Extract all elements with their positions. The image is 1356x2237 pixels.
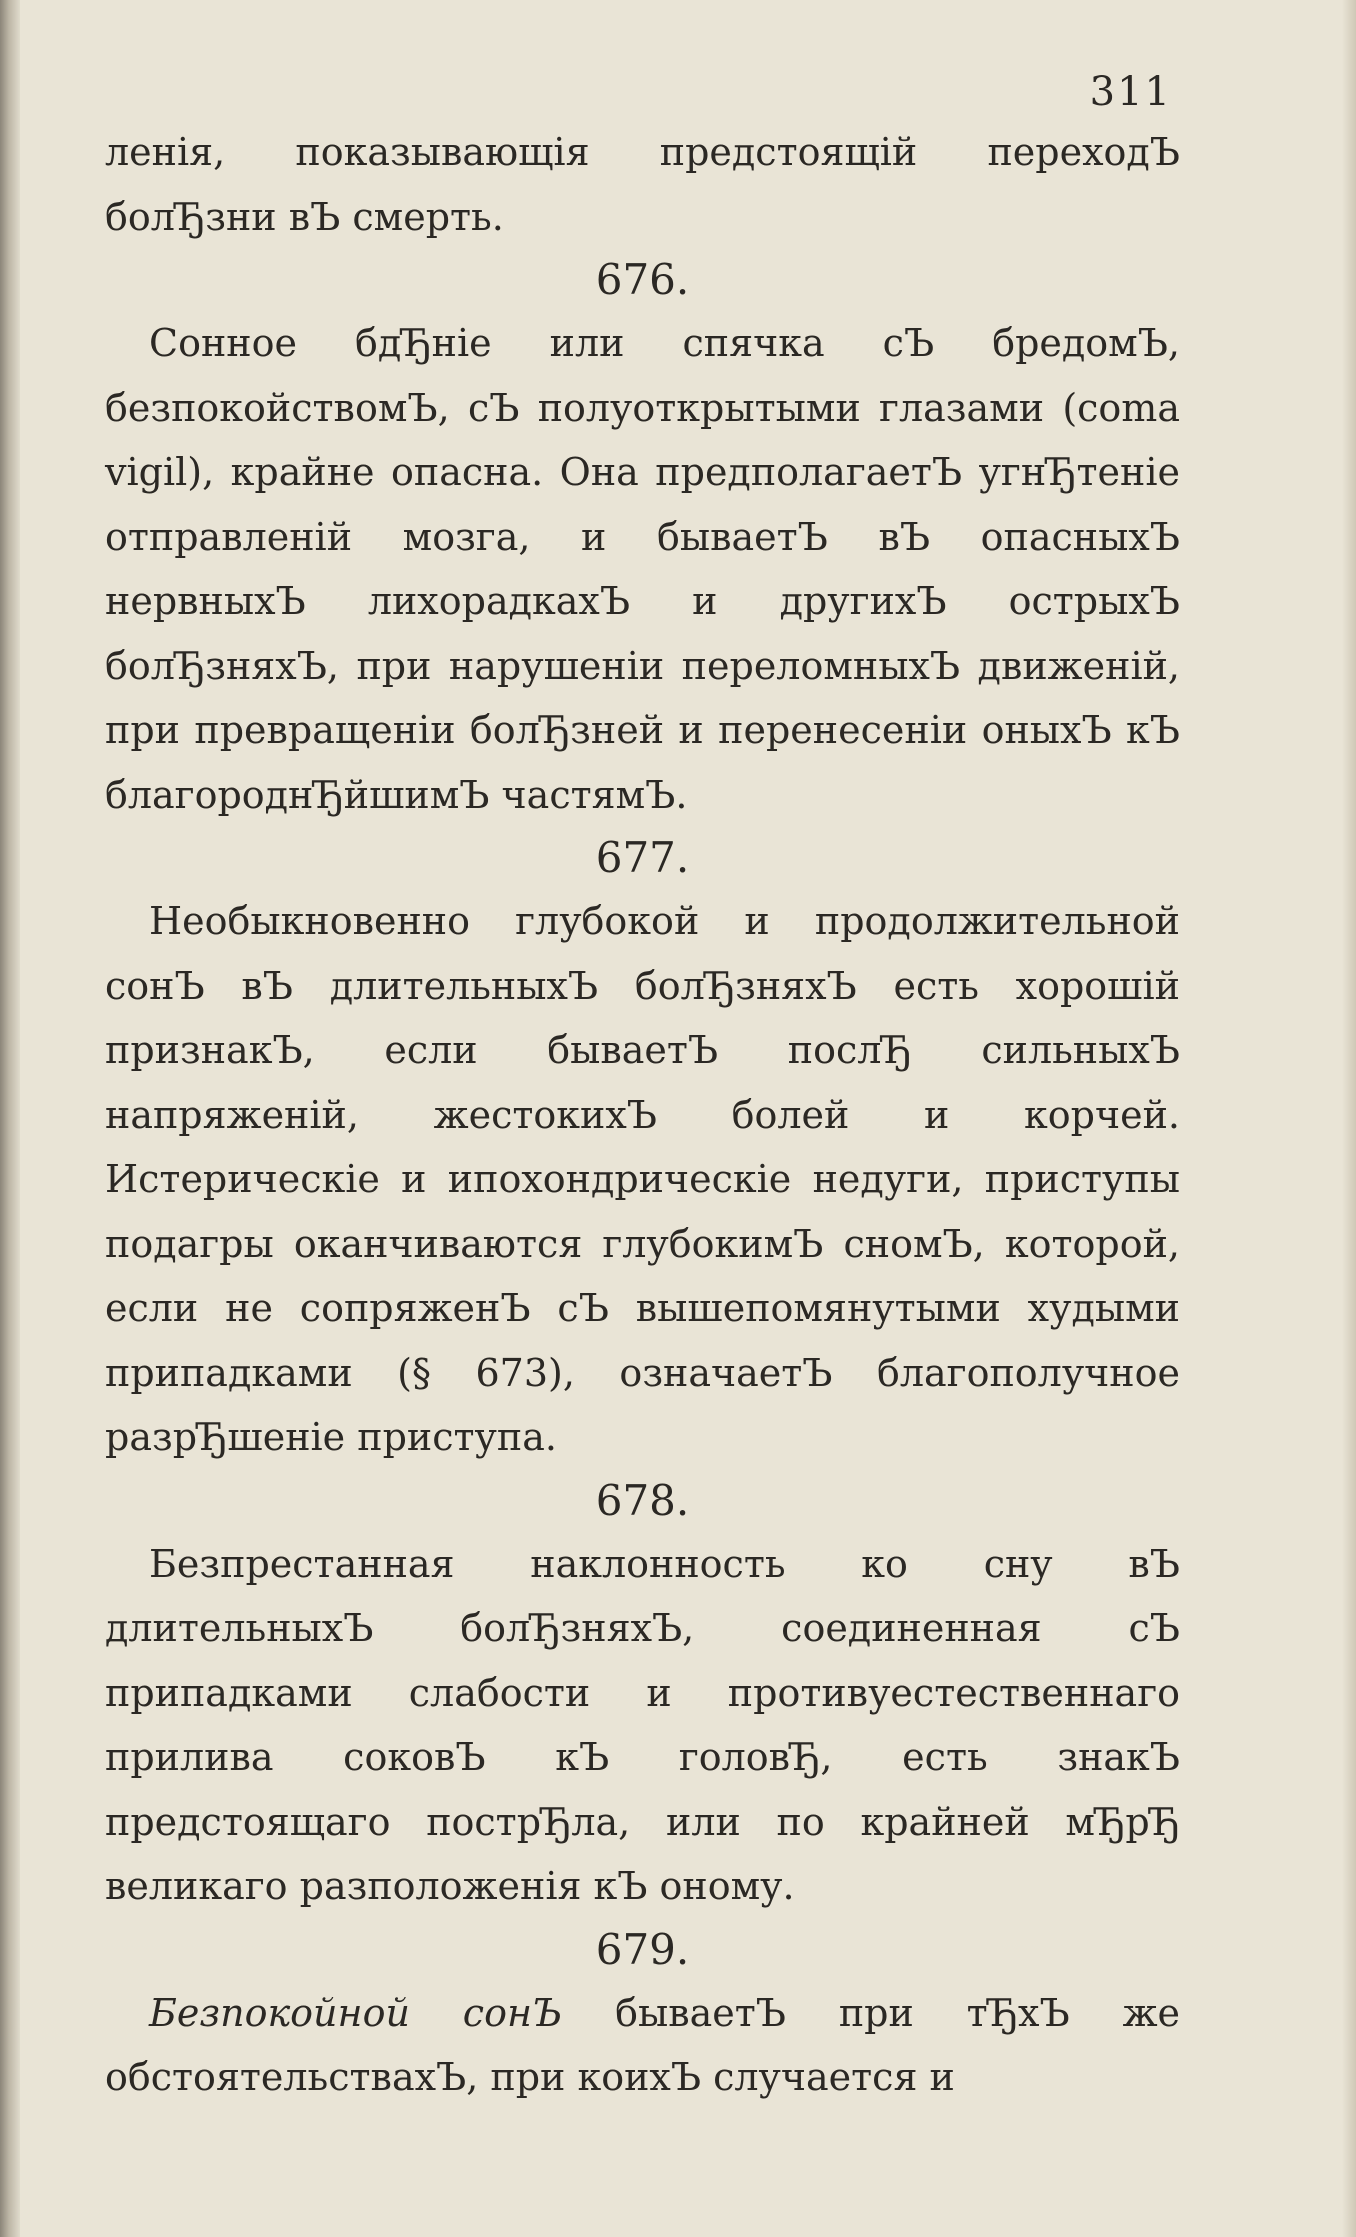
section-679-text [105,1981,1180,2110]
continuation-paragraph: ленія, показывающія предстоящій переходЪ болЂзни вЪ смерть. [105,130,1180,239]
page-number: 311 [1089,69,1172,115]
section-number-678: 678. [595,1475,690,1525]
section-number-677: 677. [595,833,690,882]
section-678-text: Безпрестанная наклонность ко сну вЪ длительныхЪ болЂзняхЪ, соединенная сЪ припадками слабости и противуестественнаго прилива соковЪ кЪ головЂ, есть знакЪ предстоящаго пострЂла, или по крайней мЂрЂ великаго разположенія кЪ оному. [105,1541,1180,1908]
section-679-emphasis: Безпокойной сонЪ [149,1990,563,2035]
section-677-text: Необыкновенно глубокой и продолжительной сонЪ вЪ длительныхЪ болЂзняхЪ есть хорошій признакЪ, если бываетЪ послЂ сильныхЪ напряженій, жестокихЪ болей и корчей. Истерическіе и ипохондрическіе недуги, приступы подагры оканчиваются глубокимЪ сномЪ, которой, если не сопряженЪ сЪ вышепомянутыми худыми припадками (§ 673), означаетЪ благополучное разрЂшеніе приступа. [105,899,1180,1459]
section-number-676: 676. [595,255,690,304]
book-page [105,64,1180,2110]
section-676-text: Сонное бдЂніе или спячка сЪ бредомЪ, безпокойствомЪ, сЪ полуоткрытыми глазами (coma vigil), крайне опасна. Она предполагаетЪ угнЂтеніе отправленій мозга, и бываетЪ вЪ опасныхЪ нервныхЪ лихорадкахЪ и другихЪ острыхЪ болЂзняхЪ, при нарушеніи переломныхЪ движеній, при превращеніи болЂзней и перенесеніи оныхЪ кЪ благороднЂйшимЪ частямЪ. [105,321,1180,817]
book-gutter-shadow [0,0,20,2237]
page-edge [1342,0,1356,2237]
section-number-679: 679. [595,1924,690,1974]
section-679-body: бываетЪ при тЂхЪ же обстоятельствахЪ, при коихЪ случается и [105,1990,1181,2099]
